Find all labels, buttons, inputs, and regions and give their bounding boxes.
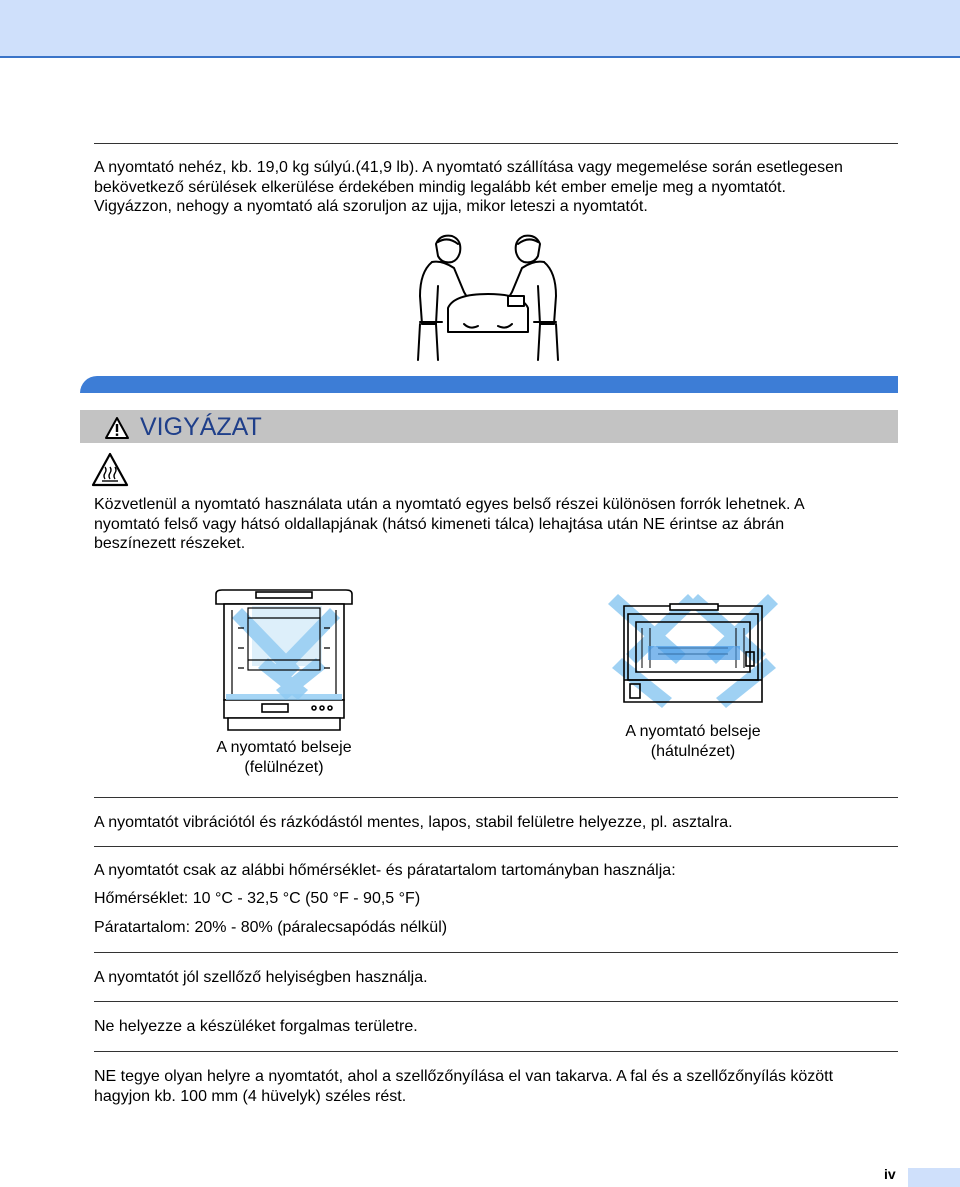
divider (94, 797, 898, 798)
caption-line: A nyomtató belseje (216, 739, 352, 756)
text-line: beszínezett részeket. (94, 535, 246, 552)
divider (94, 1001, 898, 1002)
text-line: Páratartalom: 20% - 80% (páralecsapódás nélkül) (94, 919, 448, 936)
text-line: Ne helyezze a készüléket forgalmas területre. (94, 1018, 418, 1035)
humidity-range (94, 918, 900, 938)
warning-triangle-icon (104, 416, 130, 440)
ventilation-note (94, 968, 900, 988)
text-line: Hőmérséklet: 10 °C - 32,5 °C (50 °F - 90,5 °F) (94, 890, 421, 907)
text-line: Közvetlenül a nyomtató használata után a nyomtató egyes belső részei különösen forrók lehetnek. A (94, 496, 805, 513)
hot-parts-warning-paragraph (94, 495, 900, 554)
rear-view-caption (603, 722, 783, 762)
text-line: hagyjon kb. 100 mm (4 hüvelyk) széles rést. (94, 1087, 407, 1105)
caption-line: A nyomtató belseje (625, 723, 761, 740)
vent-clearance-note (94, 1067, 900, 1106)
text-line: A nyomtatót vibrációtól és rázkódástól mentes, lapos, stabil felületre helyezze, pl. asztalra. (94, 814, 733, 831)
traffic-note (94, 1017, 900, 1037)
environment-intro (94, 861, 900, 881)
caption-line: (felülnézet) (244, 759, 324, 776)
header-line (0, 56, 960, 58)
page-number: iv (884, 1166, 896, 1182)
text-line: A nyomtatót jól szellőző helyiségben használja. (94, 969, 428, 986)
header-band (0, 0, 960, 56)
divider (94, 1051, 898, 1052)
caption-line: (hátulnézet) (650, 743, 736, 760)
text-line: bekövetkező sérülések elkerülése érdekében mindig legalább két ember emelje meg a nyomtatót. (94, 178, 786, 196)
top-view-caption (194, 738, 374, 778)
hot-surface-icon (91, 452, 129, 488)
lifting-warning-paragraph (94, 158, 900, 217)
text-line: A nyomtató nehéz, kb. 19,0 kg súlyú.(41,9 lb). A nyomtató szállítása vagy megemelése során esetlegesen (94, 159, 843, 176)
section-accent-band (80, 376, 898, 393)
divider (94, 952, 898, 953)
caution-title: VIGYÁZAT (140, 413, 262, 441)
divider (94, 846, 898, 847)
two-person-lift-illustration (412, 232, 564, 364)
printer-top-view-illustration (212, 588, 356, 734)
text-line: A nyomtatót csak az alábbi hőmérséklet- és páratartalom tartományban használja: (94, 862, 676, 879)
page-number-tab (908, 1168, 960, 1187)
temperature-range (94, 889, 900, 909)
text-line: nyomtató felső vagy hátsó oldallapjának (hátsó kimeneti tálca) lehajtása után NE érintse az ábrán (94, 515, 785, 533)
printer-rear-view-illustration (606, 588, 780, 710)
text-line: Vigyázzon, nehogy a nyomtató alá szoruljon az ujja, mikor leteszi a nyomtatót. (94, 198, 648, 215)
vibration-note (94, 813, 900, 833)
divider (94, 143, 898, 144)
text-line: NE tegye olyan helyre a nyomtatót, ahol a szellőzőnyílása el van takarva. A fal és a szellőzőnyílás között (94, 1068, 834, 1085)
